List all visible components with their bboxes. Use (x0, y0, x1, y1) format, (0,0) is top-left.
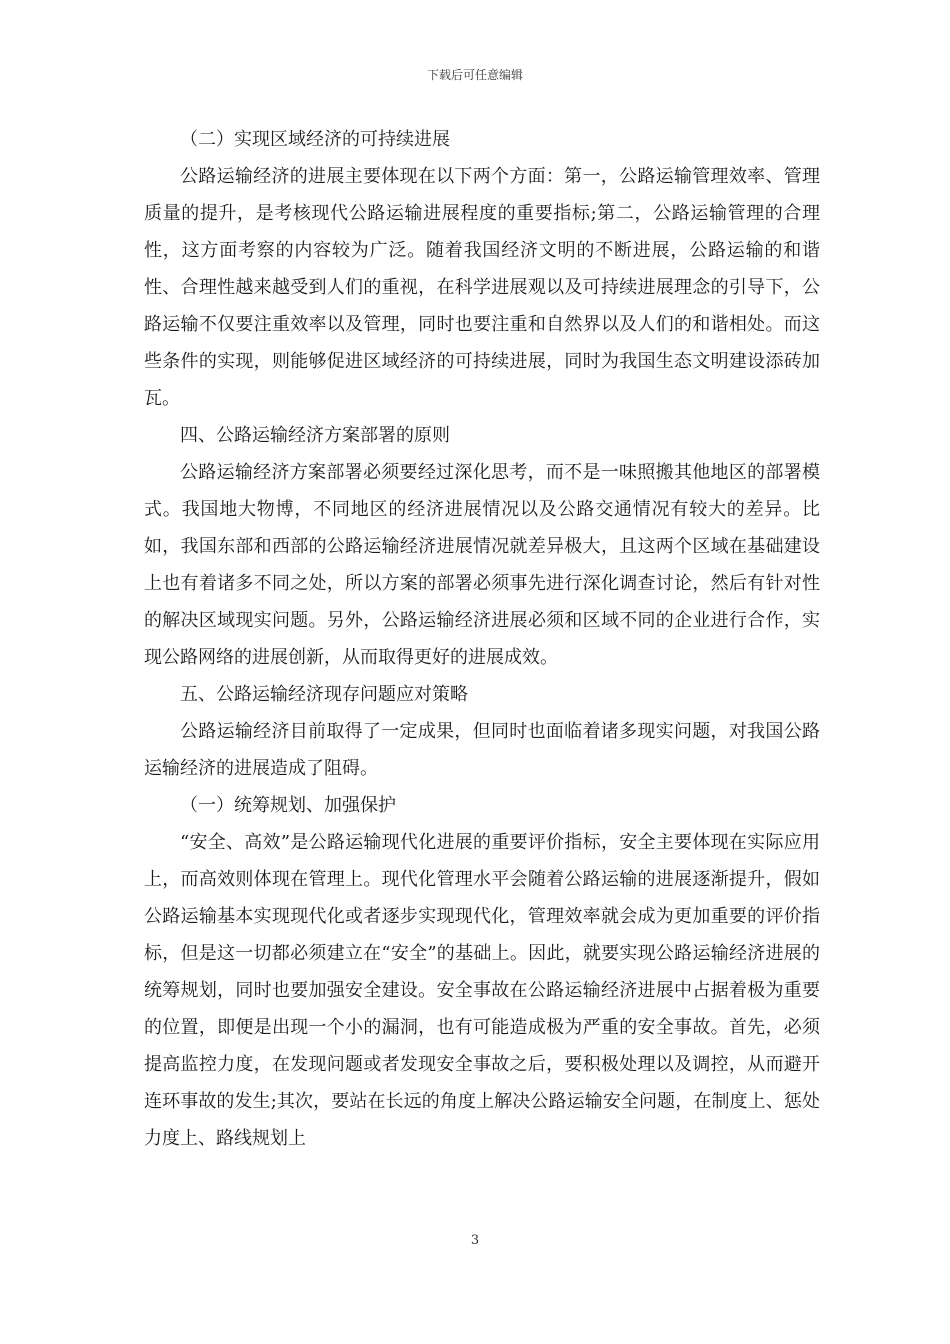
page-header: 下载后可任意编辑 (426, 68, 523, 82)
section-heading-countermeasures: 五、公路运输经济现存问题应对策略 (180, 684, 468, 705)
paragraph-deployment-principles: 公路运输经济方案部署必须要经过深化思考，而不是一味照搬其他地区的部署模式。我国地大物博，不同地区的经济进展情况以及公路交通情况有较大的差异。比如，我国东部和西部的公路运输经济进展情况就差异极大，且这两个区域在基础建设上也有着诸多不同之处，所以方案的部署必须事先进行深化调查讨论，然后有针对性的解决区域现实问题。另外，公路运输经济进展必须和区域不同的企业进行合作，实现公路网络的进展创新，从而取得更好的进展成效。 (144, 462, 820, 668)
page-number: 3 (470, 1233, 480, 1248)
document-body (144, 121, 820, 1157)
section-heading-deployment-principles: 四、公路运输经济方案部署的原则 (180, 425, 450, 446)
paragraph-current-problems: 公路运输经济目前取得了一定成果，但同时也面临着诸多现实问题，对我国公路运输经济的进展造成了阻碍。 (144, 721, 820, 779)
section-heading-overall-planning: （一）统筹规划、加强保护 (180, 795, 396, 816)
section-heading-sustainable-development: （二）实现区域经济的可持续进展 (180, 129, 450, 150)
paragraph-safety-efficiency: “安全、高效”是公路运输现代化进展的重要评价指标，安全主要体现在实际应用上，而高效则体现在管理上。现代化管理水平会随着公路运输的进展逐渐提升，假如公路运输基本实现现代化或者逐步实现现代化，管理效率就会成为更加重要的评价指标，但是这一切都必须建立在“安全”的基础上。因此，就要实现公路运输经济进展的统筹规划，同时也要加强安全建设。安全事故在公路运输经济进展中占据着极为重要的位置，即便是出现一个小的漏洞，也有可能造成极为严重的安全事故。首先，必须提高监控力度，在发现问题或者发现安全事故之后，要积极处理以及调控，从而避开连环事故的发生;其次，要站在长远的角度上解决公路运输安全问题，在制度上、惩处力度上、路线规划上 (144, 832, 820, 1149)
paragraph-development-aspects: 公路运输经济的进展主要体现在以下两个方面：第一，公路运输管理效率、管理质量的提升，是考核现代公路运输进展程度的重要指标;第二，公路运输管理的合理性，这方面考察的内容较为广泛。随着我国经济文明的不断进展，公路运输的和谐性、合理性越来越受到人们的重视，在科学进展观以及可持续进展理念的引导下，公路运输不仅要注重效率以及管理，同时也要注重和自然界以及人们的和谐相处。而这些条件的实现，则能够促进区域经济的可持续进展，同时为我国生态文明建设添砖加瓦。 (144, 166, 820, 409)
